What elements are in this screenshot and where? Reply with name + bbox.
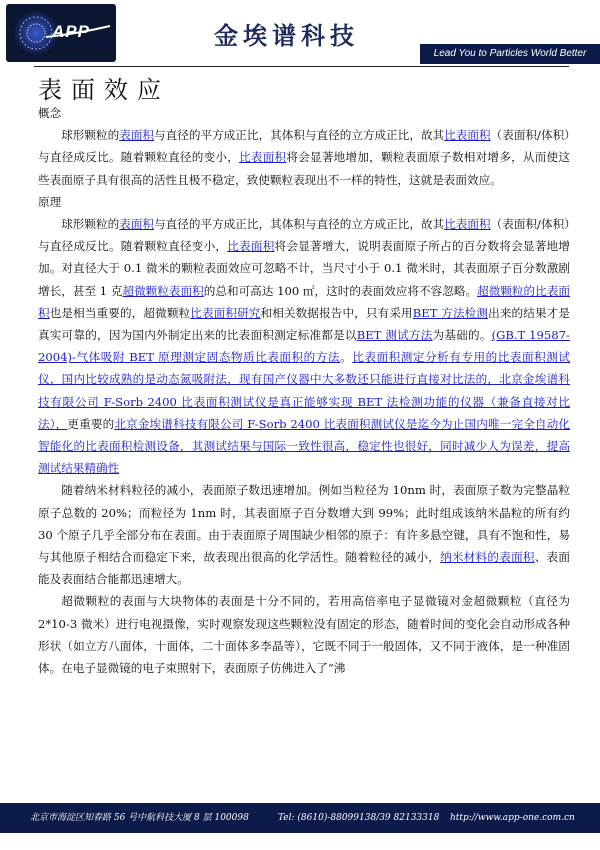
link-specific-surface-area[interactable]: 比表面积 [227,239,275,254]
link-fsorb-2400-automation[interactable]: 北京金埃谱科技有限公司 F-Sorb 2400 比表面积测试仪是迄今为止国内唯一完全自动化智能化的比表面积检测设备，其测试结果与国际一致性很高，稳定性也很好，同时减少人为误差，提高测试结果精确性 [38,416,570,476]
link-fsorb-2400-intro[interactable]: 比表面积测定分析有专用的比表面积测试仪，国内比较成熟的是动态氮吸附法，现有国产仪器中大多数还只能进行直接对比法的，北京金埃谱科技有限公司 F-Sorb 2400 比表面积测试仪是真正能够实现 BET 法检测功能的仪器（兼备直接对比法）， [38,350,570,431]
text: 出来的结果才是真实可靠的，因为国内外制定出来的比表面积测定标准都是以 [38,305,570,343]
text: 随着纳米材料粒径的减小，表面原子数迅速增加。例如当粒径为 10nm 时，表面原子数为完整晶粒原子总数的 20%；而粒径为 1nm 时，其表面原子百分数增大到 99%；此时组成该纳米晶粒的所有约 30 个原子几乎全部分布在表面。由于表面原子周围缺少相邻的原子：有许多悬空键，具有不饱和性，易与其他原子相结合而稳定下来，故表现出很高的化学活性。随着粒径的减小， [38,483,570,565]
footer-website[interactable]: http://www.app-one.com.cn [450,813,575,823]
text: 为基础的。 [432,328,492,343]
link-surface-area[interactable]: 表面积 [119,128,155,143]
link-specific-surface-area[interactable]: 比表面积 [239,150,287,165]
text: 球形颗粒的 [61,217,120,232]
link-nano-material-surface-area[interactable]: 纳米材料的表面积 [440,550,535,565]
paragraph-principle [38,213,570,479]
section-label-principle: 原理 [38,194,62,209]
footer-phone: Tel: (8610)-88099138/39 82133318 [278,813,440,823]
text: 和相关数据报告中，只有采用 [260,305,413,320]
text: 球形颗粒的 [61,128,120,143]
text: （表面积/体积）与直径成反比。随着颗粒直径变小， [38,217,570,254]
link-surface-area[interactable]: 表面积 [119,217,155,232]
section-label-concept: 概念 [38,106,62,120]
slogan-text: Lead You to Particles World Better [433,48,587,59]
header-divider [34,66,569,67]
slogan-bar [420,44,600,64]
text: 与直径的平方成正比，其体积与直径的立方成正比，故其 [154,128,445,143]
text: 与直径的平方成正比，其体积与直径的立方成正比，故其 [154,217,445,232]
logo-text: APP [52,22,90,41]
article-body [38,102,570,679]
text: 也是相当重要的，超微颗粒 [49,305,191,320]
text: 将会显著增大，说明表面原子所占的百分数将会显著地增加。对直径大于 0.1 微米的颗粒表面效应可忽略不计，当尺寸小于 0.1 微米时，其表面原子百分数激剧增长，甚至 1 克 [38,239,570,298]
page-footer [0,803,600,833]
text: 的总和可高达 100 ㎡，这时的表面效应将不容忽略。 [203,283,478,298]
text: 将会显著地增加，颗粒表面原子数相对增多，从而使这些表面原子具有很高的活性且极不稳定，致使颗粒表现出不一样的特性，这就是表面效应。 [38,150,570,187]
link-gb-standard[interactable]: (GB.T 19587-2004)-气体吸附 BET 原理测定固态物质比表面积的方法 [38,328,570,365]
link-bet-method[interactable]: BET 方法检测 [412,305,489,320]
link-bet-test-method[interactable]: BET 测试方法 [356,328,433,343]
footer-address: 北京市海淀区知春路 56 号中航科技大厦 8 层 100098 [30,813,249,823]
link-ultrafine-particle-surface-area[interactable]: 超微颗粒表面积 [122,283,204,298]
link-specific-surface-area-research[interactable]: 比表面积研究 [190,305,261,320]
link-specific-surface-area[interactable]: 比表面积 [444,217,491,232]
text: 更重要的 [67,416,115,431]
paragraph-nano-surface [38,479,570,590]
company-name: 金埃谱科技 [214,21,359,50]
page-header [0,0,600,66]
text: （表面积/体积）与直径成反比。随着颗粒直径的变小， [38,128,570,165]
text: 、表面能及表面结合能都迅速增大。 [38,550,570,587]
paragraph-ultrafine-surface: 超微颗粒的表面与大块物体的表面是十分不同的，若用高倍率电子显微镜对金超微颗粒（直径为 2*10-3 微米）进行电视摄像，实时观察发现这些颗粒没有固定的形态，随着时间的变化会自动形成各种形状（如立方八面体，十面体，二十面体多李晶等），它既不同于一般固体，又不同于液体，是一种准固体。在电子显微镜的电子束照射下，表面原子仿佛进入了“沸 [38,594,570,676]
company-logo[interactable] [6,4,116,62]
link-ultrafine-specific-surface-area[interactable]: 超微颗粒的比表面积 [38,283,570,320]
page-title: 表面效应 [38,76,170,104]
paragraph-concept [38,124,570,191]
link-specific-surface-area[interactable]: 比表面积 [444,128,491,143]
text: 。 [340,350,353,365]
